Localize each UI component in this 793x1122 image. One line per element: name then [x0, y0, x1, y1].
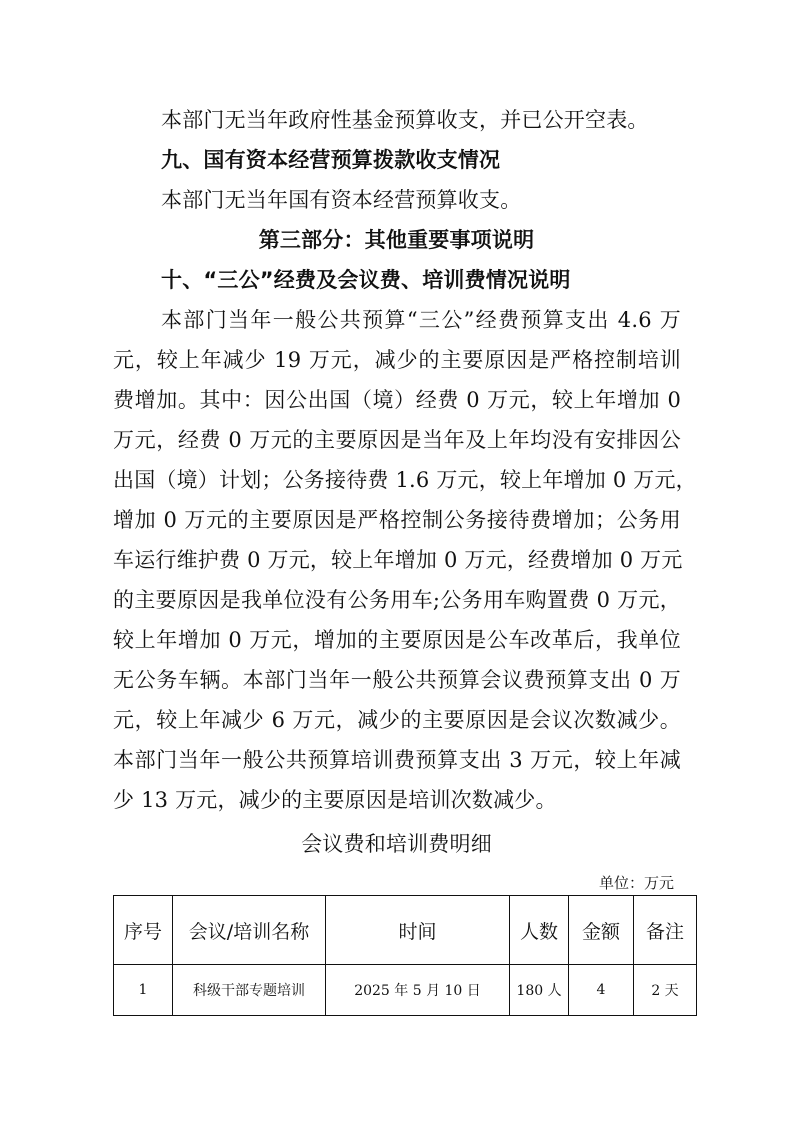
- table-unit: 单位：万元: [598, 874, 674, 892]
- body-line: 万元，经费 0 万元的主要原因是当年及上年均没有安排因公: [113, 428, 681, 452]
- section-heading-10: 十、“三公”经费及会议费、培训费情况说明: [161, 268, 571, 292]
- paragraph-state-capital: 本部门无当年国有资本经营预算收支。: [161, 188, 522, 212]
- body-line: 车运行维护费 0 万元，较上年增加 0 万元，经费增加 0 万元: [113, 548, 683, 572]
- body-line: 增加 0 万元的主要原因是严格控制公务接待费增加；公务用: [113, 508, 681, 532]
- body-line: 费增加。其中：因公出国（境）经费 0 万元，较上年增加 0: [113, 388, 681, 412]
- body-line: 的主要原因是我单位没有公务用车;公务用车购置费 0 万元，: [113, 588, 681, 612]
- header-amount: 金额: [569, 896, 634, 965]
- part-three-heading: 第三部分：其他重要事项说明: [258, 228, 535, 252]
- body-line: 本部门当年一般公共预算“三公”经费预算支出 4.6 万: [161, 308, 681, 332]
- body-line: 少 13 万元，减少的主要原因是培训次数减少。: [113, 788, 557, 812]
- body-line: 出国（境）计划；公务接待费 1.6 万元，较上年增加 0 万元，: [113, 468, 697, 492]
- table-header-row: [114, 896, 697, 965]
- cell-amount: 4: [569, 965, 634, 1016]
- body-line: 无公务车辆。本部门当年一般公共预算会议费预算支出 0 万: [113, 668, 681, 692]
- cell-count: 180 人: [510, 965, 569, 1016]
- header-time: 时间: [326, 896, 510, 965]
- body-line: 元，较上年减少 6 万元，减少的主要原因是会议次数减少。: [113, 708, 681, 732]
- expense-detail-table: [113, 895, 697, 1016]
- cell-remark: 2 天: [634, 965, 697, 1016]
- header-remark: 备注: [634, 896, 697, 965]
- body-line: 本部门当年一般公共预算培训费预算支出 3 万元，较上年减: [113, 748, 681, 772]
- header-name: 会议/培训名称: [173, 896, 326, 965]
- body-line: 较上年增加 0 万元，增加的主要原因是公车改革后，我单位: [113, 628, 681, 652]
- cell-name: 科级干部专题培训: [173, 965, 326, 1016]
- header-count: 人数: [510, 896, 569, 965]
- table-row: [114, 965, 697, 1016]
- cell-index: 1: [114, 965, 173, 1016]
- body-line: 元，较上年减少 19 万元，减少的主要原因是严格控制培训: [113, 348, 681, 372]
- section-heading-9: 九、国有资本经营预算拨款收支情况: [161, 148, 501, 172]
- table-title: 会议费和培训费明细: [301, 832, 492, 856]
- header-index: 序号: [114, 896, 173, 965]
- cell-time: 2025 年 5 月 10 日: [326, 965, 510, 1016]
- paragraph-fund-budget: 本部门无当年政府性基金预算收支，并已公开空表。: [161, 108, 649, 132]
